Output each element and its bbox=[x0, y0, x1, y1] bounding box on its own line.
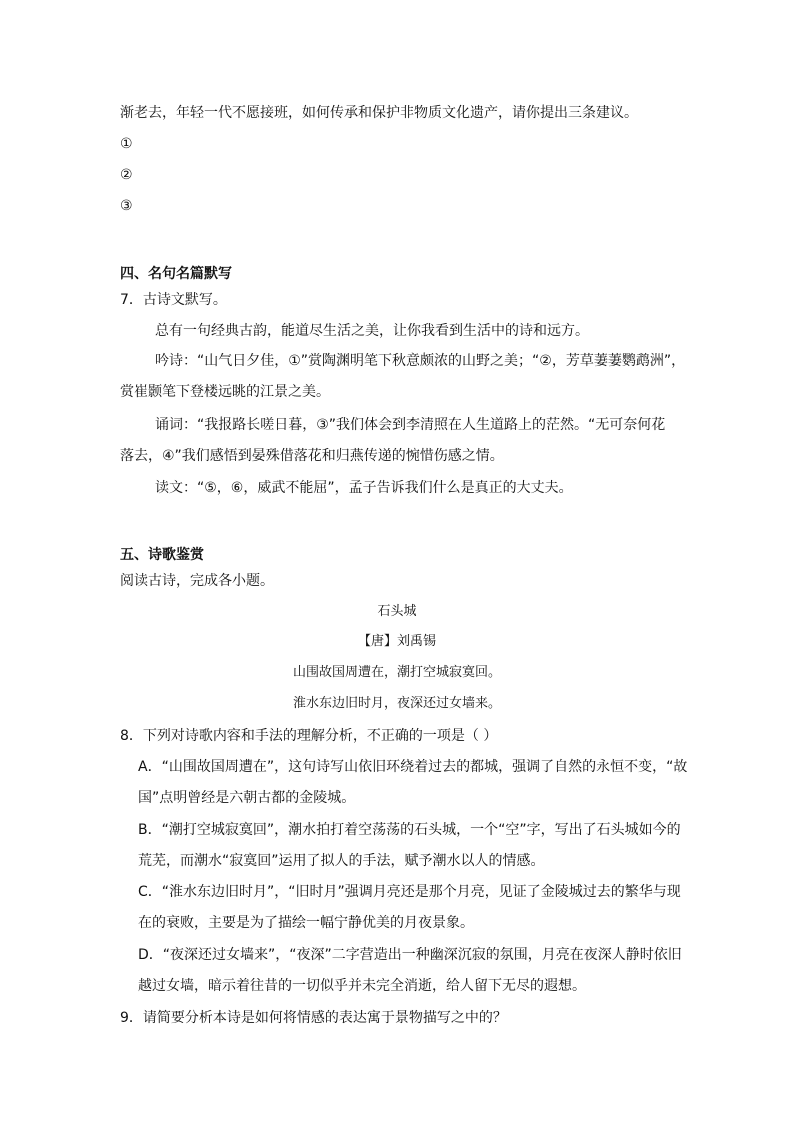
q8-option-c-line-2: 在的衰败，主要是为了描绘一幅宁静优美的月夜景象。 bbox=[138, 915, 474, 931]
answer-blank-3: ③ bbox=[120, 198, 133, 214]
q7-paragraph-4: 读文：“⑤，⑥，威武不能屈”，孟子告诉我们什么是真正的大丈夫。 bbox=[155, 480, 573, 496]
intro-continuation: 渐老去，年轻一代不愿接班，如何传承和保护非物质文化遗产，请你提出三条建议。 bbox=[120, 105, 638, 121]
answer-blank-2: ② bbox=[120, 167, 133, 183]
answer-blank-1: ① bbox=[120, 136, 133, 152]
q8-option-b-line-2: 荒芜，而潮水“寂寞回”运用了拟人的手法，赋予潮水以人的情感。 bbox=[138, 853, 545, 869]
q7-paragraph-2-line-2: 赏崔颢笔下登楼远眺的江景之美。 bbox=[120, 384, 330, 400]
question-7-title: 7．古诗文默写。 bbox=[120, 292, 227, 308]
poem-author: 【唐】刘禹锡 bbox=[357, 634, 436, 649]
q7-paragraph-1: 总有一句经典古韵，能道尽生活之美，让你我看到生活中的诗和远方。 bbox=[155, 323, 589, 339]
q8-option-b-line-1: B．“潮打空城寂寞回”，潮水拍打着空荡荡的石头城，一个“空”字，写出了石头城如今的 bbox=[138, 822, 681, 838]
q8-option-c-line-1: C．“淮水东边旧时月”，“旧时月”强调月亮还是那个月亮，见证了金陵城过去的繁华与现 bbox=[138, 884, 681, 900]
poem-line-1: 山围故国周遭在，潮打空城寂寞回。 bbox=[292, 665, 501, 680]
poem-line-2: 淮水东边旧时月，夜深还过女墙来。 bbox=[292, 696, 501, 711]
q8-option-d-line-2: 越过女墙，暗示着往昔的一切似乎并未完全消逝，给人留下无尽的遐想。 bbox=[138, 978, 586, 994]
q7-paragraph-3-line-1: 诵词：“我报路长嗟日暮，③”我们体会到李清照在人生道路上的茫然。“无可奈何花 bbox=[155, 417, 666, 433]
q8-option-d-line-1: D．“夜深还过女墙来”，“夜深”二字营造出一种幽深沉寂的氛围，月亮在夜深人静时依旧 bbox=[138, 947, 682, 963]
question-9-title: 9．请简要分析本诗是如何将情感的表达寓于景物描写之中的？ bbox=[120, 1010, 507, 1026]
poem-title: 石头城 bbox=[377, 604, 417, 619]
q8-option-a-line-1: A．“山围故国周遭在”，这句诗写山依旧环绕着过去的都城，强调了自然的永恒不变，“故 bbox=[138, 759, 688, 775]
question-8-title: 8．下列对诗歌内容和手法的理解分析，不正确的一项是（ ） bbox=[120, 728, 498, 744]
section-5-heading: 五、诗歌鉴赏 bbox=[120, 547, 204, 563]
q8-option-a-line-2: 国”点明曾经是六朝古都的金陵城。 bbox=[138, 790, 356, 806]
section-4-heading: 四、名句名篇默写 bbox=[120, 266, 232, 282]
section-5-instruction: 阅读古诗，完成各小题。 bbox=[120, 573, 274, 589]
q7-paragraph-2-line-1: 吟诗：“山气日夕佳，①”赏陶渊明笔下秋意颇浓的山野之美；“②，芳草萋萋鹦鹉洲”， bbox=[155, 353, 686, 369]
q7-paragraph-3-line-2: 落去，④”我们感悟到晏殊借落花和归燕传递的惋惜伤感之情。 bbox=[120, 448, 504, 464]
